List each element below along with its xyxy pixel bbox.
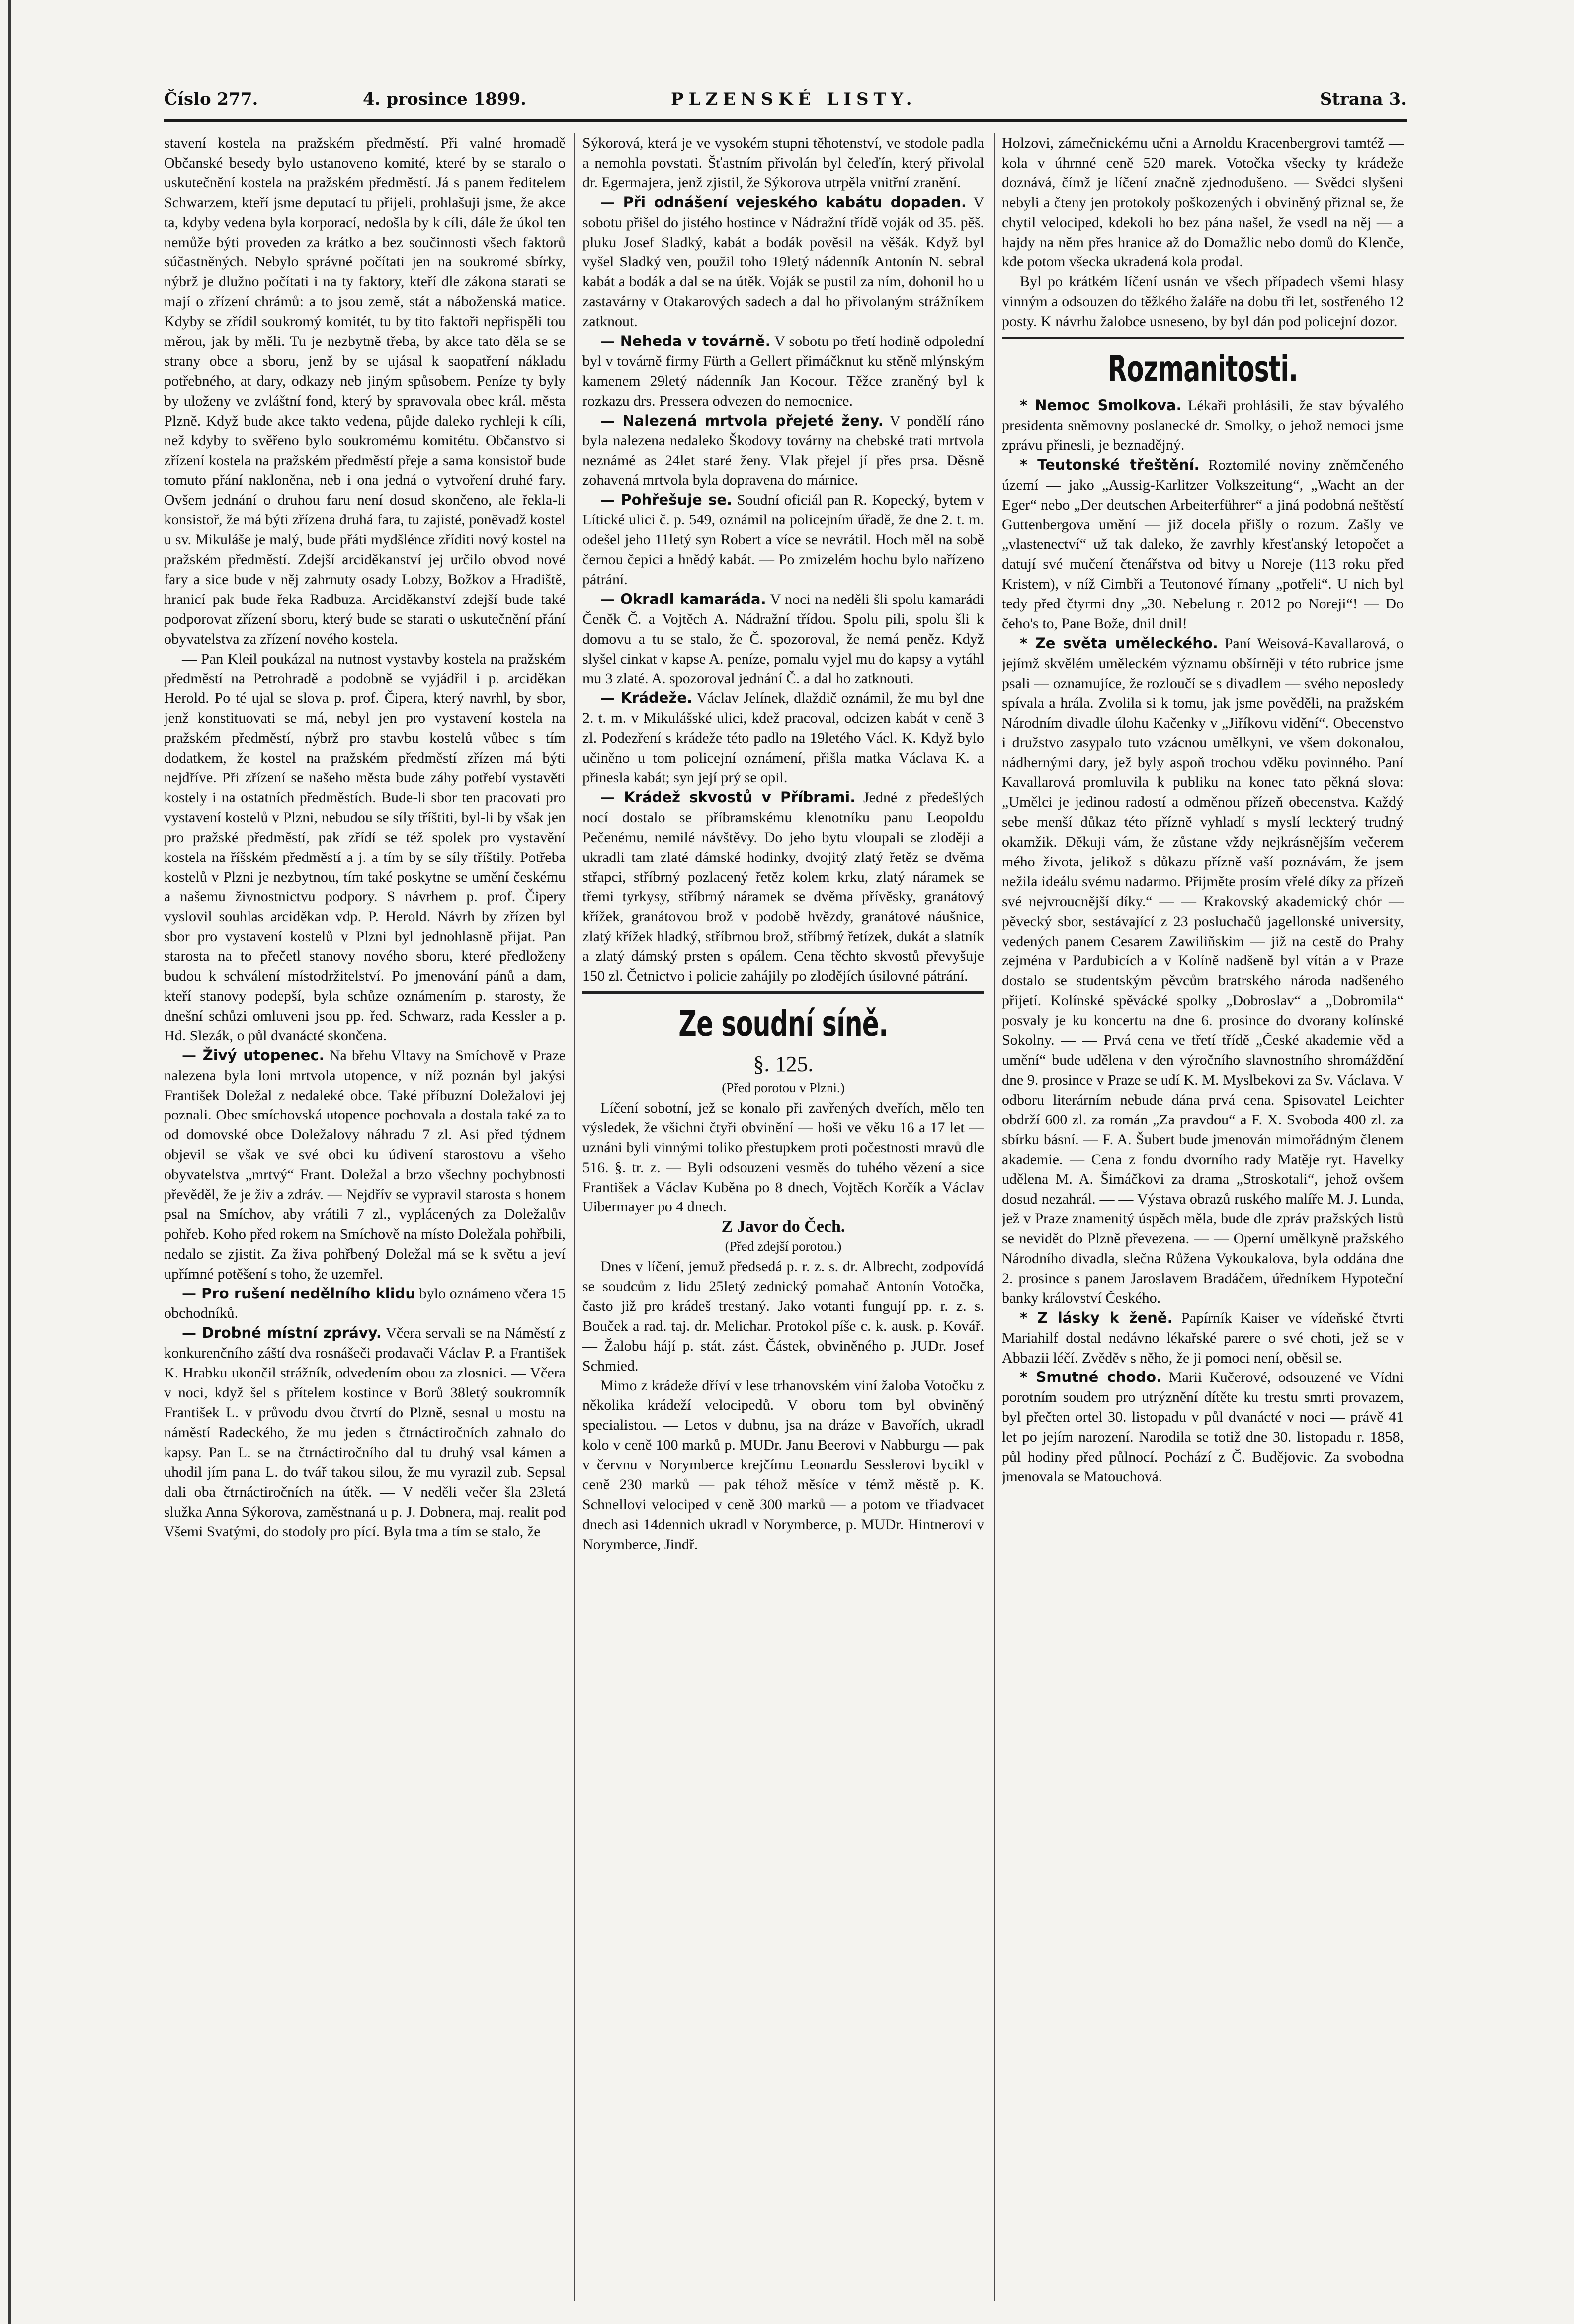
article-paragraph: — Pan Kleil poukázal na nutnost vystavby kostela na pražském předměstí na Petrohradě a podobně se vyjádřil i p. arciděkan Herold. Po té ujal se slova p. prof. Čipera, který navrhl, by sbor, jenž konstituovati se má, nebyl jen pro vystavení kostela na pražském předměstí, nýbrž pro stavbu kostelů vůbec s tím dodatkem, že kostel na pražském předměstí zřízen má býti nejdříve. Při zřízení se našeho města bude záhy potřebí vystavěti kostely i na ostatních předměstích. Bude-li sbor ten pracovati pro vystavení kostelů v Plzni, nebudou se síly tříštiti, byl-li by však jen pro pražské předměstí, pak zřídí se též spolek pro vystavění kostela na říšském předměstí a j. a tím by se síly tříštily. Potřeba kostelů v Plzni je nezbytnou, tím také poskytne se umění českému a našemu živnostnictvu podpory. S návrhem p. prof. Čipery vyslovil souhlas arciděkan vdp. P. Herold. Návrh by zřízen byl sbor pro vystavení kostelů v Plzni byl jednohlasně přijat. Pan starosta na to přečetl stanovy nového sboru, které předloženy budou k schválení místodržitelství. Po jmenování pánů a dam, kteří stanovy podepší, byla schůze oznámením p. starosty, že dnešní schůzi omluveni jsou pp. řed. Schwarz, rada Kessler a p. Hd. Slezák, o půl dvanácté skončena. bbox=[164, 650, 566, 1044]
item-text: V sobotu přišel do jistého hostince v Nádražní třídě voják od 35. pěš. pluku Josef Sladký, kabát a bodák pověsil na věšák. Když byl vyšel Sladký ven, použil toho 19letý nádenník Antonín N. sebral kabát a bodák a dal se na útěk. Voják se pustil za ním, dohonil ho u zastavárny v Otakarových sadech a dal ho přivolaným strážníkem zatknout. bbox=[582, 194, 984, 330]
article-paragraph: stavení kostela na pražském předměstí. Při valné hromadě Občanské besedy bylo ustanoveno komité, které by se staralo o uskutečnění kostela na pražském předměstí. Já s panem ředitelem Schwarzem, kteří jsme deputací tu přijeli, prohlašuji jsme, že akce ta, kdyby vedena byla korporací, nedošla by k cíli, dále že úkol ten nemůže býti proveden za krátko a bez součinnosti všech faktorů súčastněných. Nebylo správné počítati jen na soukromé sbírky, nýbrž je dlužno počítati i na ty faktory, kteří dle zákona starati se mají o zřízení chrámů: a to jsou země, stát a náboženská matice. Kdyby se zřídil soukromý komitét, tu by tito faktoři nepřispěli tou měrou, jak by měli. Tu je nezbytně třeba, by akce tato děla se se strany obce a sboru, jenž by se ujásal k saopatření nákladu potřebného, at dary, odkazy neb jiným spůsobem. Peníze ty byly by uloženy ve zvláštní fond, který by spravovala obec král. města Plzně. Když bude akce takto vedena, půjde daleko rychleji k cíli, než kdyby to svěřeno bylo soukromému komitétu. Občanstvo si zřízení kostela na pražském předměstí přeje a sama konsistoř bude tomuto přání nakloněna, neb i ona jedná o vytvoření druhé fary. Ovšem jednání o druhou faru není dosud skončeno, ale řekla-li konsistoř, že má býti zřízena druhá fara, tu zajisté, poněvadž kostel u sv. Mikuláše je malý, bude přáti mydšlénce zříditi nový kostel na pražském předměstí. Zdejší arciděkanství jej určilo obvod nové fary a sice bude v něj zahrnuty osady Lobzy, Božkov a Hradiště, hranicí pak bude řeka Radbuza. Arciděkanství zdejší bude také podporovat zřízení sboru, který bude se starati o uskutečnění přání obyvatelstva za zřízení nového kostela. bbox=[164, 135, 566, 647]
news-item bbox=[582, 332, 984, 411]
news-item bbox=[1002, 1368, 1404, 1486]
scan-edge-shadow bbox=[8, 0, 11, 2324]
court-note: (Před porotou v Plzni.) bbox=[722, 1080, 845, 1095]
issue-date: 4. prosince 1899. bbox=[363, 89, 527, 109]
item-text: Jedné z předešlých nocí dostalo se příbramskému klenotníku panu Leopoldu Pečenému, nemilé návštěvy. Do jeho bytu vloupali se zloději a ukradli tam zlaté dámské hodinky, dvojitý zlatý řetěz se dvěma střapci, stříbrný pozlacený řetěz kolem krku, zlatý náramek se třemi tyrkysy, stříbrný náramek se dvěma přívěsky, granátový křížek, granátovou brož v podobě hvězdy, granátové náušnice, zlatý křížek hladký, stříbrnou brož, stříbrný řetízek, dukát a slatník a zlatý dámský prsten s opálem. Cena těchto skvostů převyšuje 150 zl. Četnictvo i policie zahájily po zlodějích úsilovné pátrání. bbox=[582, 789, 984, 985]
page-number: Strana 3. bbox=[1320, 89, 1407, 109]
page-header bbox=[164, 89, 1407, 119]
item-text: Václav Jelínek, dlaždič oznámil, že mu byl dne 2. t. m. v Mikulášské ulici, kdež pracoval, odcizen kabát v ceně 3 zl. Podezření s krádeže této padlo na 19letého Václ. K. Když bylo učiněno u tom policejní oznámení, přišla matka Václava K. a přinesla kabát; syn její prý se opil. bbox=[582, 690, 984, 786]
news-item bbox=[164, 1046, 566, 1284]
item-text: V pondělí ráno byla nalezena nedaleko Škodovy továrny na chebské trati mrtvola neznámé as 24let staré ženy. Vlak přejel jí přes prsa. Děsně zohavená mrtvola byla dopravena do márnice. bbox=[582, 412, 984, 489]
item-text: Papírník Kaiser ve vídeňské čtvrti Mariahilf dostal nedávno lékařské parere o své choti, jež se v Abbazii léčí. Zvěděv s něho, že ji pomoci není, oběsil se. bbox=[1002, 1309, 1404, 1366]
news-item bbox=[582, 490, 984, 590]
section-rule bbox=[582, 991, 984, 994]
article-paragraph: Sýkorová, která je ve vysokém stupni těhotenství, ve stodole padla a nemohla povstati. Šťastním přivolán byl čeleďín, který přivolal dr. Egermajera, jenž zjistil, že Sýkorova utrpěla vnitřní zranění. bbox=[582, 135, 984, 191]
section-heading: Rozmanitosti. bbox=[1107, 348, 1298, 390]
news-item bbox=[582, 193, 984, 332]
item-text: Soudní oficiál pan R. Kopecký, bytem v Lítické ulici č. p. 549, oznámil na policejním úřadě, že dne 2. t. m. odešel jeho 11letý syn Robert a více se nevrátil. Hoch měl na sobě černou čepici a hnědý kabát. — Po zmizelém hochu bylo nařízeno pátrání. bbox=[582, 492, 984, 588]
news-item bbox=[1002, 634, 1404, 1308]
item-text: V sobotu po třetí hodině odpolední byl v továrně firmy Fürth a Gellert přimáčknut ku stěně mlýnským kamenem 29letý nádenník Jan Kocour. Těžce zraněný byl k rozkazu drs. Pressera odvezen do nemocnice. bbox=[582, 333, 984, 409]
item-text: Roztomilé noviny zněmčeného území — jako „Aussig-Karlitzer Volkszeitung“, „Wacht an der Eger“ nebo „Der deutschen Arbeiterführer“ a jiná podobná neštěstí Guttenbergova umění — již docela přišly o rozum. Zašly ve „vlastenectví“ už tak daleko, že zavrhly křesťanský letopočet a datují své mučení čtenářstva od bitvy u Noreje (113 roku před Kristem), v níž Cimbři a Teutonové římany „potřeli“. U nich byl tedy před čtyrmi dny „30. Nebelung r. 2012 po Noreji“! — Do čeho's to, Pane Bože, dnil dnil! bbox=[1002, 456, 1404, 632]
item-heading: — Drobné místní zprávy. bbox=[182, 1324, 382, 1342]
column-divider bbox=[994, 133, 995, 2301]
item-heading: * Ze světa uměleckého. bbox=[1020, 634, 1218, 652]
item-text: Marii Kučerové, odsouzené ve Vídni porotním soudem pro utrýznění dítěte ku trestu smrti provazem, byl přečten ortel 30. listopadu v půl dvanácté v noci — právě 41 let po jejím narození. Narodila se totiž dne 30. listopadu r. 1858, půl hodiny před půlnocí. Pochází z Č. Budějovic. Za svobodna jmenovala se Matouchová. bbox=[1002, 1369, 1404, 1485]
item-heading: — Nalezená mrtvola přejeté ženy. bbox=[600, 412, 884, 429]
item-heading: * Nemoc Smolkova. bbox=[1020, 397, 1182, 414]
news-item bbox=[582, 689, 984, 788]
news-item bbox=[164, 1284, 566, 1324]
item-heading: * Smutné chodo. bbox=[1020, 1369, 1162, 1386]
article-paragraph: Byl po krátkém líčení usnán ve všech případech všemi hlasy vinným a odsouzen do těžkého žaláře na dobu tři let, sostřeného 12 posty. K návrhu žalobce usneseno, by byl dán pod policejní dozor. bbox=[1002, 273, 1404, 330]
item-text: Včera servali se na Náměstí z konkurenčního záští dva rosnášeči prodavači Václav P. a František K. Hrabku ukončil strážník, odvedením obou za zlosnici. — Včera v noci, když šel s přítelem kostince v Borů 38letý soukromník František L. v průvodu dvou čtvrtí do Plzně, sesnal u mostu na náměstí Radeckého, že mu jeden s čtrnáctiročních zahnalo do kapsy. Pan L. se na čtrnáctiročního dal tu druhý vsal kámen a uhodil jím pana L. do tvář takou silou, že mu vyrazil zub. Sepsal dali oba čtrnáctiročních na útěk. — V neděli večer šla 23letá služka Anna Sýkorova, zaměstnaná u p. J. Dobnera, maj. realit pod Všemi Svatými, do stodoly pro pící. Byla tma a tím se stalo, že bbox=[164, 1325, 566, 1540]
news-item bbox=[1002, 396, 1404, 455]
item-heading: * Z lásky k ženě. bbox=[1020, 1309, 1173, 1326]
item-heading: * Teutonské třeštění. bbox=[1020, 456, 1200, 473]
newspaper-title: PLZENSKÉ LISTY. bbox=[671, 89, 917, 109]
item-heading: — Krádež skvostů v Příbrami. bbox=[600, 788, 856, 806]
column-3 bbox=[1002, 133, 1404, 2301]
news-item bbox=[1002, 455, 1404, 634]
item-heading: — Okradl kamaráda. bbox=[600, 590, 766, 607]
news-item bbox=[164, 1323, 566, 1542]
article-paragraph: Mimo z krádeže dříví v lese trhanovském viní žaloba Votočku z několika krádeží velocipedů. V oboru tom byl obviněný specialistou. — Letos v dubnu, jsa na dráze v Bavořích, ukradl kolo v ceně 100 marků p. MUDr. Janu Beerovi v Nabburgu — pak v červnu v Norymberce krejčímu Leonardu Sesslerovi bycikl v ceně 230 marků — pak téhož měsíce v témž městě p. K. Schnellovi velociped v ceně 300 marků — a potom ve třiadvacet dnech asi 14dennich ukradl v Norymberce, p. MUDr. Hintnerovi v Norymberce, Jindř. bbox=[582, 1377, 984, 1552]
court-note: (Před zdejší porotou.) bbox=[725, 1239, 842, 1254]
column-1 bbox=[164, 133, 566, 2301]
item-heading: — Neheda v továrně. bbox=[600, 333, 771, 350]
item-text: Na břehu Vltavy na Smíchově v Praze nalezena byla loni mrtvola utopence, v níž poznán byl jakýsi František Doležal z nedaleké obce. Také příbuzní Doležalovi jej poznali. Obec smíchovská utopence pochovala a dostala také za to od domovské obce Doležalovy náhradu 7 zl. Asi před týdnem objevil se však ve své obci ku údivení starostovu a všeho obyvatelstva „mrtvý“ Frant. Doležal a brzo všechny pochybnosti převěděl, že je živ a zdráv. — Nejdřív se vypravil starosta s honem psal na Smíchov, aby vrátili 7 zl., vyplácených za Doležalův pohřeb. Koho před rokem na Smíchově na místo Doležala pohřbili, nedalo se zjistit. Za živa pohřbený Doležal má se k světu a jeví upřímné potěšení s toho, že uzemřel. bbox=[164, 1047, 566, 1282]
news-item bbox=[1002, 1308, 1404, 1368]
sub-heading: Z Javor do Čech. bbox=[721, 1217, 845, 1236]
news-item bbox=[582, 590, 984, 689]
article-paragraph: Holzovi, zámečnickému učni a Arnoldu Kracenbergrovi tamtéž — kola v úhrnné ceně 520 marek. Votočka všecky ty krádeže doznává, čímž je líčení značně zjednodušeno. — Svědci slyšeni nebyli a čteny jen protokoly poškozených i obviněný přiznal se, že chytil velociped, kdekoli ho bez pána našel, že vsedl na něj — a hajdy na něm přes hranice až do Domažlic nebo domů do Klenče, kde potom všecka ukradená kola prodal. bbox=[1002, 135, 1404, 270]
item-text: Paní Weisová-Kavallarová, o jejímž skvělém uměleckém významu obšírněji v této rubrice jsme psali — oznamujíce, že rozloučí se s divadlem — svého neposledy spívala a hrála. Zvolila si k tomu, jak jsme pověděli, na pražském Národním divadle úlohu Kačenky v „Jiříkovu vidění“. Obecenstvo i družstvo zasypalo tuto vzácnou umělkyni, ve všem dokonalou, nádhernými dary, jež byly aspoň trochou vděku povinného. Paní Kavallarová promluvila k publiku na konec tato pěkná slova: „Umělci je jedinou radostí a odměnou přízeň obecenstva. Každý sebe menší důkaz této přízně vyhladí s myslí leckterý trudný okamžik. Děkuji vám, že zůstane vždy nejkrásnějším večerem mého života, jelikož s důkazu přízně vaší poznávám, že jsem nežila ideálu svému nadarmo. Přijměte prosím vřelé díky za přízeň své nejvroucnější díky.“ — — Krakovský akademický chór — pěvecký sbor, sestávající z 23 posluchačů jagellonské university, vedených panem Cesarem Zawiliňskim — již na cestě do Prahy zejména v Pardubicích a v Kolíně nadšeně byl vítán a v Praze dostalo se studentským pěvcům bratrského národa nadšeného přijetí. Kolínské spěvácké spolky „Dobroslav“ a „Dobromila“ posvaly je ku koncertu na dne 6. prosince do dvorany kolínské Sokolny. — — Prvá cena ve třetí třídě „České akademie věd a umění“ bude udělena v den výročního slavnostního shromáždění dne 9. prosince v Praze se udí K. M. Myslbekovi za Sv. Václava. V odboru literárním nebude dána prvá cena. Spisovatel Leichter obdrží 600 zl. za román „Za pravdou“ a F. X. Svoboda 400 zl. za sbírku básní. — F. A. Šubert bude jmenován mimořádným členem akademie. — Cena z fondu dvorního rady Matěje ryt. Havelky udělena M. A. Šimáčkovi za drama „Stroskotali“, jehož ovšem dosud nezahrál. — — Výstava obrazů ruského malíře M. J. Lunda, jež v Praze znamenitý úspěch měla, bude dle zpráv pražských listů se nevidět do Plzně převezena. — — Operní umělkyně pražského Národního divadla, slečna Růžena Vykoukalova, byla oddána dne 2. prosince s panem Jaroslavem Bradáčem, úředníkem Hypoteční banky království Českého. bbox=[1002, 635, 1404, 1306]
header-rule bbox=[164, 119, 1407, 122]
section-heading: Ze soudní síně. bbox=[678, 1002, 888, 1044]
item-heading: — Krádeže. bbox=[600, 689, 693, 707]
article-paragraph: Dnes v líčení, jemuž předsedá p. r. z. s. dr. Albrecht, zodpovídá se soudcům z lidu 25letý zednický pomahač Antonín Votočka, často již pro krádeš trestaný. Jako votanti fungují pp. r. z. s. Bouček a rad. taj. dr. Melichar. Protokol píše c. k. ausk. p. Kovář. — Žalobu hájí p. stát. zást. Částek, obviněného p. JUDr. Josef Schmied. bbox=[582, 1258, 984, 1374]
news-item bbox=[582, 788, 984, 986]
news-item bbox=[582, 411, 984, 491]
item-heading: — Živý utopenec. bbox=[182, 1046, 325, 1064]
article-paragraph: Líčení sobotní, jež se konalo při zavřených dveřích, mělo ten výsledek, že všichni čtyři obvinění — hoši ve věku 16 a 17 let — uznáni byli vinnými toliko přestupkem proti počestnosti mravů dle 516. §. tr. z. — Byli odsouzeni vesměs do tuhého vězení a sice František a Václav Kuběna po 8 dnech, Vojtěch Korčík a Václav Uibermayer po 4 dnech. bbox=[582, 1099, 984, 1215]
item-text: bylo oznámeno včera 15 obchodníků. bbox=[164, 1285, 566, 1322]
column-divider bbox=[574, 133, 575, 2301]
issue-number: Číslo 277. bbox=[164, 89, 258, 109]
section-rule bbox=[1002, 337, 1404, 339]
item-text: V noci na neděli šli spolu kamarádi Čeněk Č. a Vojtěch A. Nádražní třídou. Spolu pili, spolu šli k domovu a tu se stalo, že Č. spozoroval, že nemá peněz. Když slyšel cinkat v kapse A. peníze, pomalu vyjel mu do kapsy a vytáhl mu 3 zlaté. A. spozoroval jednání Č. a dal ho zatknouti. bbox=[582, 591, 984, 687]
item-heading: — Pohřešuje se. bbox=[600, 491, 733, 509]
item-heading: — Pro rušení nedělního klidu bbox=[182, 1285, 416, 1302]
item-heading: — Při odnášení vejeského kabátu dopaden. bbox=[600, 193, 967, 211]
paragraph-number: §. 125. bbox=[753, 1051, 814, 1076]
item-text: Lékaři prohlásili, že stav bývalého presidenta sněmovny poslanecké dr. Smolky, o jehož nemoci jsme zprávu přinesli, je beznadějný. bbox=[1002, 397, 1404, 453]
column-2 bbox=[582, 133, 984, 2301]
